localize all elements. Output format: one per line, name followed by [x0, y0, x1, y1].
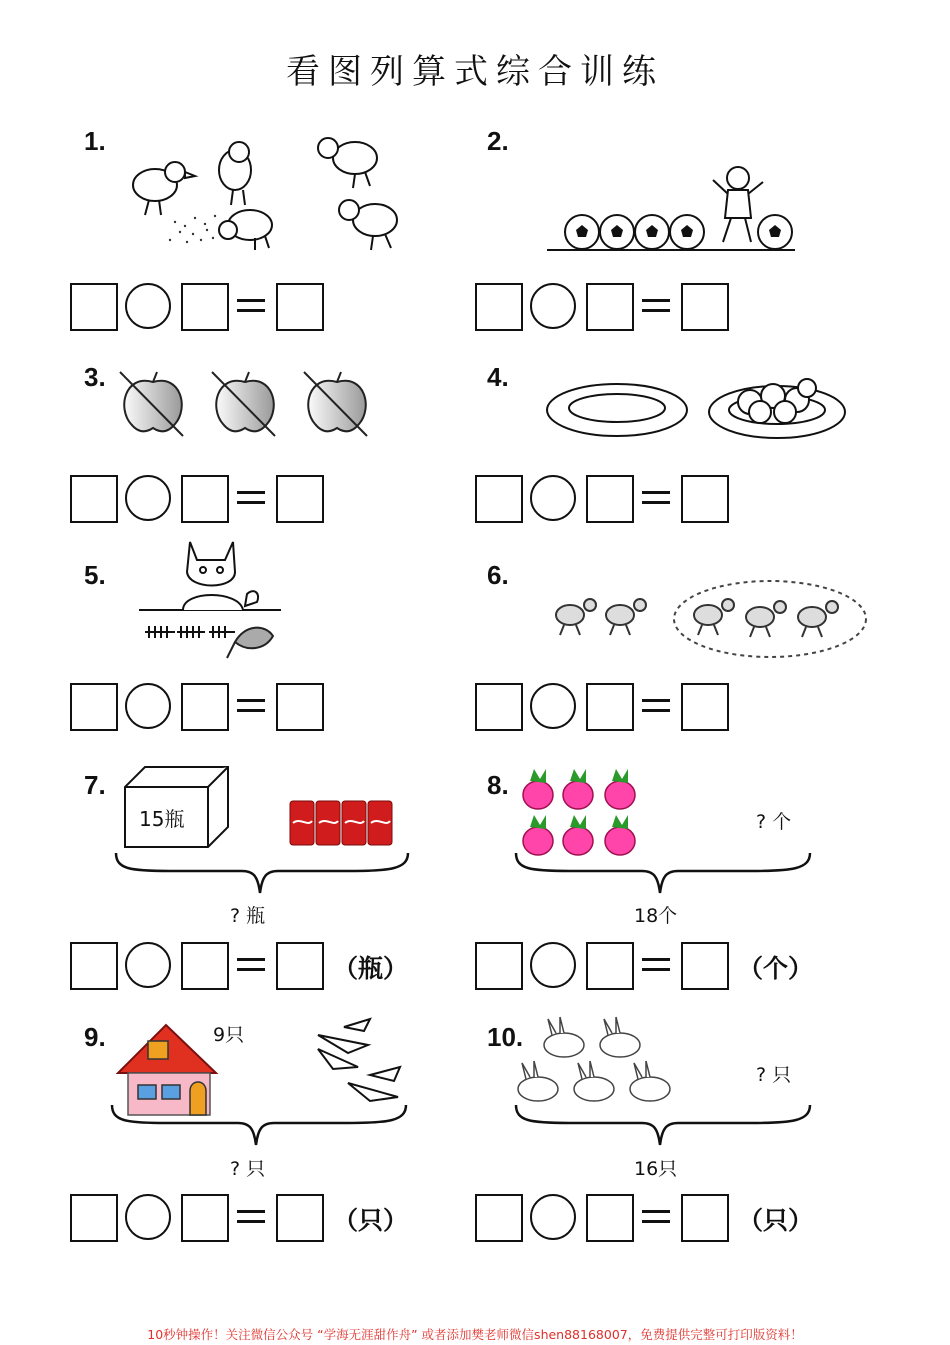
problem-number-3: 3. — [84, 362, 106, 392]
operator-circle[interactable] — [530, 475, 576, 521]
equation-row-6 — [475, 683, 735, 731]
answer-box[interactable] — [475, 283, 523, 331]
equals-sign — [642, 489, 672, 505]
equation-row-10 — [475, 1194, 825, 1242]
problem-number-2: 2. — [487, 126, 509, 156]
equals-sign — [237, 489, 267, 505]
answer-box[interactable] — [586, 683, 634, 731]
answer-box[interactable] — [181, 683, 229, 731]
answer-box[interactable] — [181, 475, 229, 523]
operator-circle[interactable] — [125, 1194, 171, 1240]
operator-circle[interactable] — [530, 683, 576, 729]
equals-sign — [237, 297, 267, 313]
answer-box[interactable] — [475, 683, 523, 731]
equation-row-7 — [70, 942, 420, 990]
result-box[interactable] — [681, 283, 729, 331]
result-box[interactable] — [276, 942, 324, 990]
answer-box[interactable] — [70, 942, 118, 990]
equals-sign — [642, 1208, 672, 1224]
operator-circle[interactable] — [530, 1194, 576, 1240]
answer-box[interactable] — [70, 683, 118, 731]
answer-box[interactable] — [70, 475, 118, 523]
equals-sign — [642, 297, 672, 313]
plates-illustration — [545, 368, 850, 448]
operator-circle[interactable] — [125, 283, 171, 329]
problem-number-10: 10. — [487, 1022, 524, 1052]
equation-row-4 — [475, 475, 735, 523]
equals-sign — [237, 956, 267, 972]
unit-label: （瓶） — [333, 954, 409, 983]
answer-box[interactable] — [475, 942, 523, 990]
equation-row-8 — [475, 942, 825, 990]
problem-number-1: 1. — [84, 126, 106, 156]
result-box[interactable] — [681, 1194, 729, 1242]
equation-row-3 — [70, 475, 330, 523]
problem-number-7: 7. — [84, 770, 106, 800]
cola-box-illustration — [110, 765, 415, 900]
cat-fish-illustration — [135, 532, 285, 667]
unit-label: （只） — [333, 1206, 409, 1235]
answer-box[interactable] — [475, 1194, 523, 1242]
operator-circle[interactable] — [530, 283, 576, 329]
box-label: 15瓶 — [139, 807, 185, 831]
operator-circle[interactable] — [125, 942, 171, 988]
answer-box[interactable] — [70, 1194, 118, 1242]
problem-number-9: 9. — [84, 1022, 106, 1052]
ants-illustration — [548, 575, 873, 665]
apples-illustration — [115, 368, 380, 438]
part-label-9: 9只 — [213, 1024, 245, 1046]
problem-number-6: 6. — [487, 560, 509, 590]
result-box[interactable] — [276, 1194, 324, 1242]
answer-box[interactable] — [586, 475, 634, 523]
footer-notice: 10秒钟操作！关注微信公众号 “学海无涯甜作舟” 或者添加樊老师微信shen88168007，免费提供完整可打印版资料！ — [147, 1327, 803, 1342]
equation-row-2 — [475, 283, 735, 331]
total-label-7: ? 瓶 — [230, 905, 266, 927]
result-box[interactable] — [681, 475, 729, 523]
answer-box[interactable] — [181, 283, 229, 331]
result-box[interactable] — [276, 283, 324, 331]
problem-number-5: 5. — [84, 560, 106, 590]
answer-box[interactable] — [586, 283, 634, 331]
equals-sign — [237, 1208, 267, 1224]
result-box[interactable] — [681, 683, 729, 731]
result-box[interactable] — [276, 475, 324, 523]
equals-sign — [237, 697, 267, 713]
equals-sign — [642, 956, 672, 972]
total-label-8: 18个 — [634, 905, 678, 927]
page-title: 看图列算式综合训练 — [286, 52, 664, 92]
answer-box[interactable] — [181, 1194, 229, 1242]
chicks-illustration — [115, 130, 415, 255]
problem-number-4: 4. — [487, 362, 509, 392]
answer-box[interactable] — [70, 283, 118, 331]
equals-sign — [642, 697, 672, 713]
operator-circle[interactable] — [530, 942, 576, 988]
answer-box[interactable] — [586, 1194, 634, 1242]
soccer-balls-illustration — [545, 160, 800, 255]
part-label-10: ? 只 — [756, 1064, 792, 1086]
operator-circle[interactable] — [125, 683, 171, 729]
result-box[interactable] — [681, 942, 729, 990]
total-label-10: 16只 — [634, 1158, 678, 1180]
unit-label: （只） — [738, 1206, 814, 1235]
equation-row-5 — [70, 683, 330, 731]
answer-box[interactable] — [586, 942, 634, 990]
equation-row-9 — [70, 1194, 420, 1242]
answer-box[interactable] — [475, 475, 523, 523]
total-label-9: ? 只 — [230, 1158, 266, 1180]
unit-label: （个） — [738, 954, 814, 983]
operator-circle[interactable] — [125, 475, 171, 521]
problem-number-8: 8. — [487, 770, 509, 800]
answer-box[interactable] — [181, 942, 229, 990]
equation-row-1 — [70, 283, 330, 331]
result-box[interactable] — [276, 683, 324, 731]
part-label-8: ? 个 — [756, 811, 792, 833]
house-swallows-illustration — [108, 1015, 413, 1150]
